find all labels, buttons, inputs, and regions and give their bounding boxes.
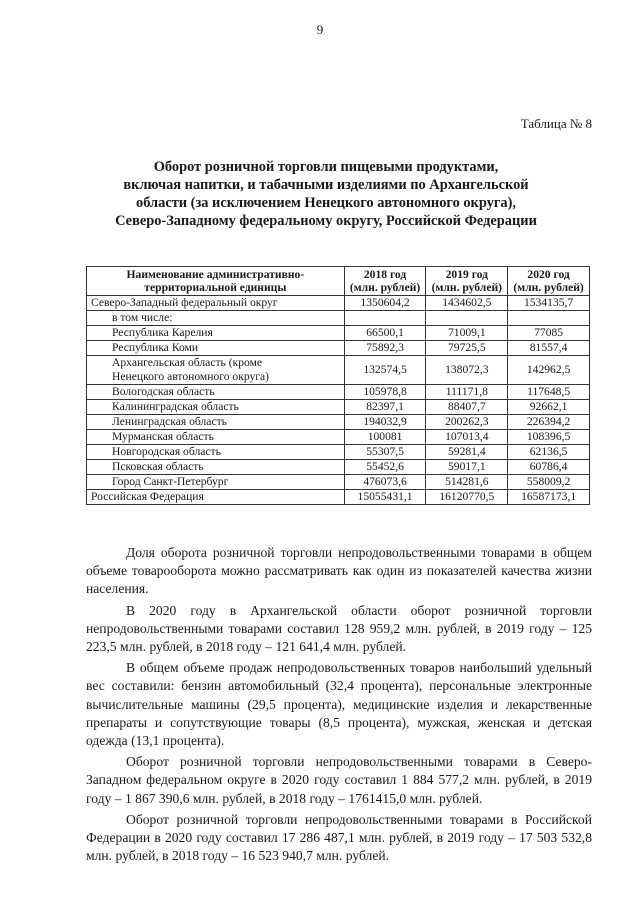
table-row: [87, 475, 590, 490]
row-name: Республика Карелия: [87, 326, 345, 341]
body-text: [86, 544, 592, 868]
value-2019: 514281,6: [426, 475, 508, 490]
value-2019: 71009,1: [426, 326, 508, 341]
value-2020: 81557,4: [508, 341, 590, 356]
retail-turnover-table: [86, 266, 590, 505]
row-name: Архангельская область (кроме Ненецкого автономного округа): [87, 356, 345, 385]
value-2018: 1350604,2: [344, 296, 426, 311]
table-row: [87, 296, 590, 311]
value-2019: 16120770,5: [426, 490, 508, 505]
value-2018: 194032,9: [344, 415, 426, 430]
paragraph: Оборот розничной торговли непродовольственными товарами в Российской Федерации в 2020 году составил 17 286 487,1 млн. рублей, в 2019 году – 17 503 532,8 млн. рублей, в 2018 году – 16 523 940,7 млн. рублей.: [86, 811, 592, 864]
value-2019: 79725,5: [426, 341, 508, 356]
value-2019: 107013,4: [426, 430, 508, 445]
table-row: [87, 430, 590, 445]
value-2019: 88407,7: [426, 400, 508, 415]
row-name: Псковская область: [87, 460, 345, 475]
value-2019: 59281,4: [426, 445, 508, 460]
value-2018: [344, 311, 426, 326]
value-2019: 138072,3: [426, 356, 508, 385]
table-title: [70, 158, 582, 230]
value-2018: 15055431,1: [344, 490, 426, 505]
table-row: [87, 490, 590, 505]
value-2020: 558009,2: [508, 475, 590, 490]
title-line: Оборот розничной торговли пищевыми продуктами,: [153, 159, 499, 175]
value-2018: 105978,8: [344, 385, 426, 400]
row-name: Новгородская область: [87, 445, 345, 460]
title-line: области (за исключением Ненецкого автономного округа),: [136, 195, 516, 211]
table-row: [87, 326, 590, 341]
paragraph: В 2020 году в Архангельской области оборот розничной торговли непродовольственными товарами составил 128 959,2 млн. рублей, в 2019 году – 125 223,5 млн. рублей, в 2018 году – 121 641,4 млн. рублей.: [86, 602, 592, 655]
table-number: Таблица № 8: [520, 116, 592, 131]
value-2019: 59017,1: [426, 460, 508, 475]
header-2020: 2020 год (млн. рублей): [508, 267, 590, 296]
row-name: Город Санкт-Петербург: [87, 475, 345, 490]
row-name: Северо-Западный федеральный округ: [87, 296, 345, 311]
value-2020: 62136,5: [508, 445, 590, 460]
paragraph: Доля оборота розничной торговли непродовольственными товарами в общем объеме товарооборота можно рассматривать как один из показателей качества жизни населения.: [86, 545, 592, 597]
header-2019: 2019 год (млн. рублей): [426, 267, 508, 296]
value-2020: 108396,5: [508, 430, 590, 445]
table-row: [87, 400, 590, 415]
value-2020: 60786,4: [508, 460, 590, 475]
value-2018: 75892,3: [344, 341, 426, 356]
row-name: Республика Коми: [87, 341, 345, 356]
table-row: [87, 415, 590, 430]
value-2018: 476073,6: [344, 475, 426, 490]
page-number: 9: [316, 22, 324, 37]
table-row: [87, 341, 590, 356]
table-row: [87, 311, 590, 326]
value-2018: 55452,6: [344, 460, 426, 475]
value-2018: 132574,5: [344, 356, 426, 385]
value-2020: 16587173,1: [508, 490, 590, 505]
value-2018: 100081: [344, 430, 426, 445]
table-row: [87, 356, 590, 385]
value-2018: 55307,5: [344, 445, 426, 460]
row-name: Мурманская область: [87, 430, 345, 445]
row-name: в том числе:: [87, 311, 345, 326]
paragraph: Оборот розничной торговли непродовольственными товарами в Северо-Западном федеральном округе в 2020 году составил 1 884 577,2 млн. рублей, в 2019 году – 1 867 390,6 млн. рублей, в 2018 году – 1761415,0 млн. рублей.: [86, 754, 592, 806]
table-header-row: [87, 267, 590, 296]
value-2020: 92662,1: [508, 400, 590, 415]
value-2018: 82397,1: [344, 400, 426, 415]
paragraph: В общем объеме продаж непродовольственных товаров наибольший удельный вес составили: бензин автомобильный (32,4 процента), персональные электронные вычислительные машины (29,5 процента), медицинские изделия и лекарственные препараты и сопутствующие товары (8,5 процента), мужская, женская и детская одежда (13,1 процента).: [86, 660, 592, 749]
table-row: [87, 460, 590, 475]
row-name: Российская Федерация: [87, 490, 345, 505]
value-2019: 111171,8: [426, 385, 508, 400]
value-2020: 142962,5: [508, 356, 590, 385]
title-line: включая напитки, и табачными изделиями по Архангельской: [123, 177, 529, 193]
title-line: Северо-Западному федеральному округу, Российской Федерации: [115, 213, 537, 229]
row-name: Ленинградская область: [87, 415, 345, 430]
value-2020: 117648,5: [508, 385, 590, 400]
value-2019: [426, 311, 508, 326]
value-2020: 1534135,7: [508, 296, 590, 311]
value-2019: 200262,3: [426, 415, 508, 430]
value-2019: 1434602,5: [426, 296, 508, 311]
value-2020: 226394,2: [508, 415, 590, 430]
value-2020: [508, 311, 590, 326]
value-2020: 77085: [508, 326, 590, 341]
row-name: Калининградская область: [87, 400, 345, 415]
value-2018: 66500,1: [344, 326, 426, 341]
table-row: [87, 445, 590, 460]
header-2018: 2018 год (млн. рублей): [344, 267, 426, 296]
table-row: [87, 385, 590, 400]
header-territory: Наименование административно- территориальной единицы: [87, 267, 345, 296]
row-name: Вологодская область: [87, 385, 345, 400]
